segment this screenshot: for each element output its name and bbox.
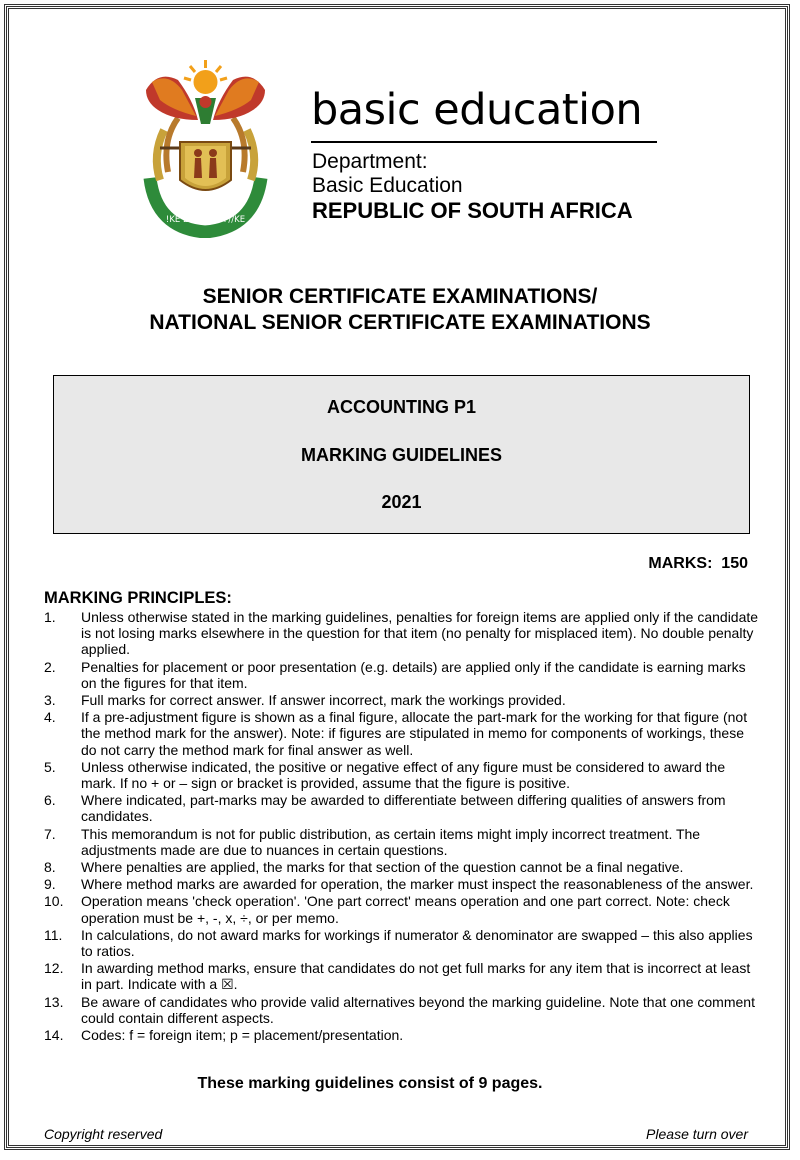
item-text: Be aware of candidates who provide valid alternatives beyond the marking guideline. Note that one comment could contain different aspects.	[81, 993, 755, 1026]
coat-of-arms-logo	[138, 60, 273, 238]
item-text: Full marks for correct answer. If answer incorrect, mark the workings provided.	[81, 692, 566, 709]
document-type: MARKING GUIDELINES	[300, 445, 502, 465]
item-number: 10.	[44, 893, 64, 910]
list-item	[44, 927, 759, 959]
list-item	[44, 659, 759, 691]
country-name: REPUBLIC OF SOUTH AFRICA	[312, 198, 633, 223]
page-count-note: These marking guidelines consist of 9 pages.	[197, 1075, 543, 1092]
item-text: Penalties for placement or poor presentation (e.g. details) are applied only if the candidate is earning marks on the figures for that item.	[81, 658, 746, 691]
list-item	[44, 1027, 759, 1043]
department-name: Basic Education	[312, 174, 463, 197]
brand-underline	[311, 141, 657, 143]
exam-title-line1: SENIOR CERTIFICATE EXAMINATIONS/	[202, 285, 598, 308]
item-text: Operation means 'check operation'. 'One part correct' means operation and one part correct. Note: check operation must be +, -, x, ÷, or per memo.	[81, 893, 730, 926]
item-number: 3.	[44, 692, 56, 709]
list-item	[44, 792, 759, 824]
principles-list	[44, 609, 759, 1044]
item-number: 4.	[44, 709, 56, 726]
item-number: 2.	[44, 658, 56, 675]
turn-over-notice: Please turn over	[646, 1126, 748, 1142]
subject-title: ACCOUNTING P1	[326, 397, 476, 417]
item-text: Unless otherwise stated in the marking guidelines, penalties for foreign items are applied only if the candidate is not losing marks elsewhere in the question for that item (no penalty for misplaced item). No double penalty applied.	[81, 609, 759, 658]
total-marks: MARKS: 150	[648, 555, 748, 572]
item-number: 5.	[44, 758, 56, 775]
item-text: Where indicated, part-marks may be awarded to differentiate between differing qualities of answers from candidates.	[81, 792, 726, 825]
item-text: Where method marks are awarded for operation, the marker must inspect the reasonableness of the answer.	[81, 876, 754, 893]
list-item	[44, 859, 759, 875]
list-item	[44, 994, 759, 1026]
item-text: This memorandum is not for public distribution, as certain items might imply incorrect treatment. The adjustments made are due to nuances in certain questions.	[81, 825, 701, 858]
item-number: 7.	[44, 825, 56, 842]
crest-motto: !KE E: /XARRA //KE	[165, 215, 246, 225]
item-number: 14.	[44, 1027, 64, 1044]
item-text: In calculations, do not award marks for workings if numerator & denominator are swapped – this also applies to ratios.	[81, 926, 753, 960]
item-number: 11.	[44, 926, 63, 943]
list-item	[44, 609, 759, 658]
brand-wordmark: basic education	[311, 85, 643, 135]
item-number: 13.	[44, 993, 64, 1010]
item-text: Where penalties are applied, the marks for that section of the question cannot be a final negative.	[81, 859, 684, 876]
item-text: Codes: f = foreign item; p = placement/presentation.	[81, 1027, 404, 1044]
item-number: 1.	[44, 609, 56, 625]
title-box	[53, 375, 750, 534]
exam-year: 2021	[381, 492, 422, 512]
list-item	[44, 826, 759, 858]
department-label: Department:	[312, 150, 428, 173]
list-item	[44, 960, 759, 992]
exam-title-line2: NATIONAL SENIOR CERTIFICATE EXAMINATIONS	[149, 311, 651, 334]
item-number: 12.	[44, 960, 64, 977]
principles-heading: MARKING PRINCIPLES:	[44, 589, 232, 607]
item-text: Unless otherwise indicated, the positive or negative effect of any figure must be considered to award the mark. If no + or – sign or bracket is provided, assume that the figure is positive.	[81, 758, 726, 792]
item-text: In awarding method marks, ensure that candidates do not get full marks for any item that is incorrect at least in part. Indicate with a ☒.	[81, 960, 751, 993]
copyright-notice: Copyright reserved	[44, 1126, 163, 1142]
item-number: 9.	[44, 876, 56, 893]
list-item	[44, 709, 759, 758]
item-text: If a pre-adjustment figure is shown as a final figure, allocate the part-mark for the working for that figure (not the method mark for the answer). Note: if figures are stipulated in memo for components of workings, these do not carry the method mark for final answer as well.	[81, 709, 748, 758]
list-item	[44, 893, 759, 925]
list-item	[44, 759, 759, 791]
item-number: 8.	[44, 859, 56, 876]
list-item	[44, 692, 759, 708]
list-item	[44, 876, 759, 892]
item-number: 6.	[44, 792, 56, 809]
